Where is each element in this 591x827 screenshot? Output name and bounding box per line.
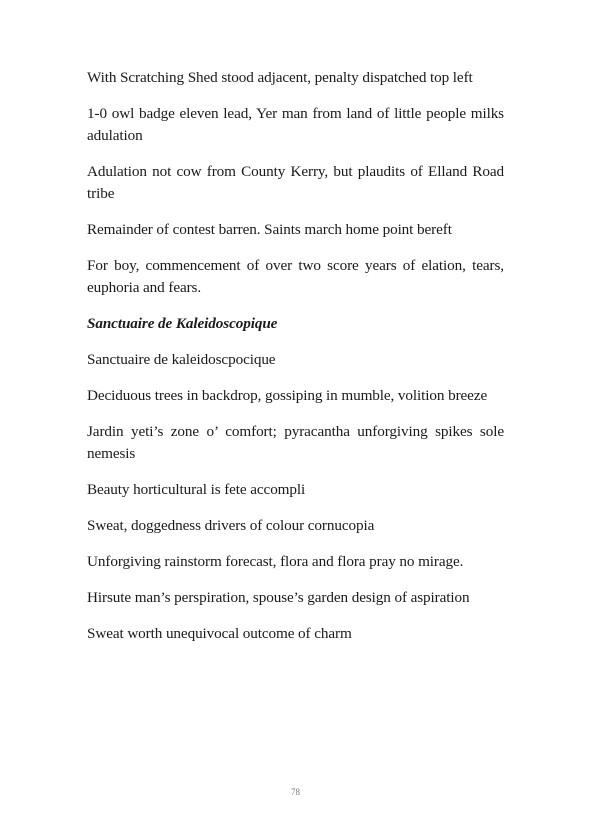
section-heading: Sanctuaire de Kaleidoscopique: [87, 315, 278, 332]
paragraph-beauty: Beauty horticultural is fete accompli: [87, 481, 306, 498]
paragraph-jardin: Jardin yeti’s zone o’ comfort; pyracantha unforgiving spikes sole nemesis: [87, 423, 504, 462]
page-body: [87, 67, 504, 659]
paragraph-hirsute: Hirsute man’s perspiration, spouse’s garden design of aspiration: [87, 589, 470, 606]
paragraph-rainstorm: Unforgiving rainstorm forecast, flora and flora pray no mirage.: [87, 553, 464, 570]
paragraph-deciduous: Deciduous trees in backdrop, gossiping in mumble, volition breeze: [87, 387, 488, 404]
paragraph-adulation: Adulation not cow from County Kerry, but plaudits of Elland Road tribe: [87, 163, 504, 202]
paragraph-sweat-doggedness: Sweat, doggedness drivers of colour cornucopia: [87, 517, 375, 534]
paragraph-commencement: For boy, commencement of over two score years of elation, tears, euphoria and fears.: [87, 257, 504, 296]
paragraph-penalty: With Scratching Shed stood adjacent, penalty dispatched top left: [87, 69, 473, 86]
paragraph-sanctuaire: Sanctuaire de kaleidoscpocique: [87, 351, 276, 368]
paragraph-owl-badge: 1-0 owl badge eleven lead, Yer man from land of little people milks adulation: [87, 105, 504, 144]
page-number: 78: [291, 787, 300, 797]
paragraph-remainder: Remainder of contest barren. Saints march home point bereft: [87, 221, 452, 238]
paragraph-sweat-worth: Sweat worth unequivocal outcome of charm: [87, 625, 352, 642]
